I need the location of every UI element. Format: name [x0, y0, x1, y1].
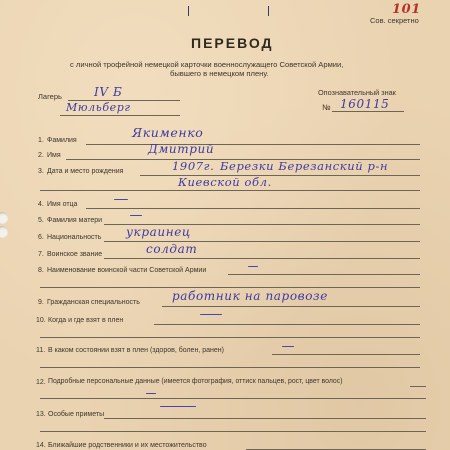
field-5-dash: [130, 215, 142, 216]
field-3-number: 3.: [38, 168, 44, 175]
field-9-rule: [162, 306, 420, 307]
field-13-number: 13.: [36, 411, 46, 418]
field-5-number: 5.: [38, 217, 44, 224]
field-4-label: Имя отца: [47, 201, 78, 208]
camp-label: Лагерь: [38, 92, 62, 101]
field-12-label: Подробные персональные данные (имеется фотография, оттиск пальцев, рост, цвет волос): [48, 378, 343, 385]
field-12-rule: [410, 386, 426, 387]
field-14-label: Ближайшие родственники и их местожительство: [48, 442, 207, 449]
field-2-label: Имя: [47, 152, 61, 159]
punch-hole-top: [0, 212, 8, 224]
field-9-underline: [200, 314, 222, 315]
id-label: Опознавательный знак: [318, 88, 396, 97]
field-13-rule: [104, 418, 426, 419]
field-7-value: солдат: [146, 242, 198, 256]
camp-place: Мюльберг: [66, 101, 131, 114]
field-8-dash: [248, 266, 258, 267]
field-3-rule-2: [40, 190, 420, 191]
field-8-rule-2: [40, 287, 420, 288]
edge-mark: [188, 6, 189, 16]
field-2-value: Дмитрий: [148, 142, 215, 156]
page-title: ПЕРЕВОД: [191, 35, 274, 51]
field-3-region: Киевской обл.: [178, 175, 272, 189]
stamp-number: 101: [392, 2, 421, 17]
field-13-dash: [160, 406, 196, 407]
field-1-rule: [86, 144, 420, 145]
field-8-number: 8.: [38, 267, 44, 274]
field-11-rule: [272, 354, 420, 355]
field-10-rule: [154, 324, 420, 325]
field-11-rule-2: [40, 367, 420, 368]
edge-mark: [268, 6, 269, 16]
field-11-number: 11.: [36, 347, 46, 354]
id-value: 160115: [340, 97, 390, 111]
field-12-number: 12.: [36, 379, 46, 386]
field-8-rule: [228, 274, 420, 275]
field-2-number: 2.: [38, 152, 44, 159]
field-14-number: 14.: [36, 442, 46, 449]
id-rule: [332, 111, 404, 112]
field-9-number: 9.: [38, 299, 44, 306]
punch-hole-bottom: [0, 226, 8, 238]
field-10-rule-2: [40, 337, 420, 338]
field-4-rule: [86, 208, 420, 209]
field-1-value: Якименко: [132, 125, 204, 140]
field-5-label: Фамилия матери: [47, 217, 103, 224]
field-9-label: Гражданская специальность: [47, 299, 140, 306]
field-9-value: работник на паровозе: [172, 289, 328, 303]
field-6-number: 6.: [38, 234, 44, 241]
field-11-dash: [282, 346, 294, 347]
field-1-label: Фамилия: [47, 137, 77, 144]
field-13-rule-2: [40, 431, 426, 432]
field-4-number: 4.: [38, 201, 44, 208]
field-7-label: Воинское звание: [47, 251, 103, 258]
classification-label: Сов. секретно: [370, 16, 419, 25]
field-10-label: Когда и где взят в плен: [48, 317, 124, 324]
id-prefix: №: [322, 103, 331, 112]
field-3-label: Дата и место рождения: [47, 168, 124, 175]
field-10-number: 10.: [36, 317, 46, 324]
field-7-number: 7.: [38, 251, 44, 258]
field-6-value: украинец: [126, 225, 191, 239]
field-8-label: Наименование воинской части Советской Армии: [47, 267, 207, 274]
field-3-year: 1907г.: [172, 159, 215, 173]
subtitle-line-1: с личной трофейной немецкой карточки военнослужащего Советской Армии,: [70, 60, 344, 69]
subtitle-line-2: бывшего в немецком плену.: [170, 69, 269, 78]
field-1-number: 1.: [38, 137, 44, 144]
field-12-dash: [146, 393, 156, 394]
field-7-rule: [104, 258, 420, 259]
field-13-label: Особые приметы: [48, 411, 105, 418]
field-12-rule-2: [40, 398, 426, 399]
field-11-label: В каком состоянии взят в плен (здоров, болен, ранен): [48, 347, 224, 354]
field-4-dash: [114, 199, 128, 200]
camp-value: IV Б: [94, 85, 123, 99]
field-6-label: Национальность: [47, 234, 102, 241]
field-3-place: Березки Березанский р-н: [220, 159, 389, 173]
camp-place-rule: [60, 115, 180, 116]
